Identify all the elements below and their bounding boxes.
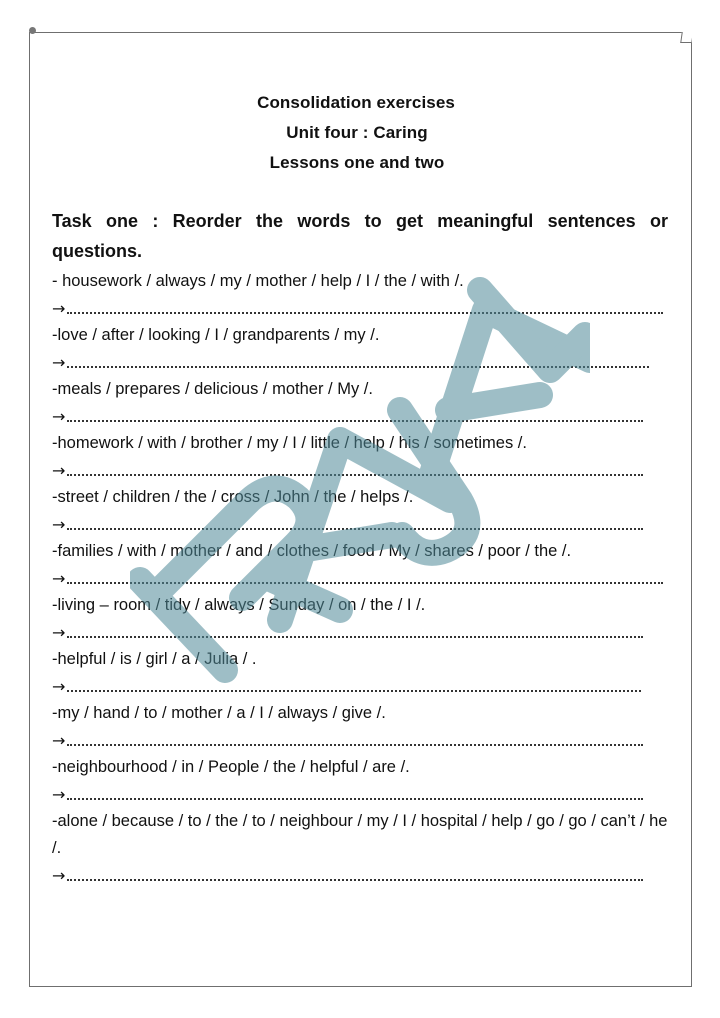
- exercise-prompt: -helpful / is / girl / a / Julia / .: [52, 650, 257, 668]
- corner-bullet-icon: [29, 27, 36, 34]
- exercise-item: [52, 646, 668, 700]
- right-arrow-icon: →: [52, 677, 66, 696]
- answer-dotted-line: [67, 872, 643, 881]
- exercise-item: [52, 700, 668, 754]
- worksheet-title: Consolidation exercises: [257, 93, 455, 112]
- answer-line[interactable]: [52, 349, 668, 376]
- exercise-item: [52, 484, 668, 538]
- answer-line[interactable]: [52, 565, 668, 592]
- right-arrow-icon: →: [52, 353, 66, 372]
- right-arrow-icon: →: [52, 461, 66, 480]
- right-arrow-icon: →: [52, 299, 66, 318]
- exercise-prompt: -families / with / mother / and / clothes / food / My / shares / poor / the /.: [52, 542, 572, 560]
- exercise-prompt: -love / after / looking / I / grandparents / my /.: [52, 326, 380, 344]
- answer-dotted-line: [67, 737, 643, 746]
- answer-line[interactable]: [52, 511, 668, 538]
- answer-dotted-line: [67, 629, 643, 638]
- right-arrow-icon: →: [52, 785, 66, 804]
- right-arrow-icon: →: [52, 407, 66, 426]
- exercise-item: [52, 808, 668, 889]
- answer-line[interactable]: [52, 862, 668, 889]
- page-corner-fold: [680, 32, 693, 43]
- right-arrow-icon: →: [52, 731, 66, 750]
- lessons-title: Lessons one and two: [269, 153, 445, 172]
- answer-line[interactable]: [52, 673, 668, 700]
- exercise-prompt: -street / children / the / cross / John / the / helps /.: [52, 488, 414, 506]
- unit-title: Unit four : Caring: [286, 123, 428, 142]
- right-arrow-icon: →: [52, 866, 66, 885]
- exercise-item: [52, 268, 668, 322]
- right-arrow-icon: →: [52, 623, 66, 642]
- answer-dotted-line: [67, 305, 663, 314]
- answer-line[interactable]: [52, 403, 668, 430]
- exercise-item: [52, 322, 668, 376]
- answer-dotted-line: [67, 575, 663, 584]
- answer-dotted-line: [67, 521, 643, 530]
- answer-dotted-line: [67, 359, 649, 368]
- answer-line[interactable]: [52, 457, 668, 484]
- exercise-prompt: - housework / always / my / mother / help / I / the / with /.: [52, 272, 464, 290]
- answer-line[interactable]: [52, 727, 668, 754]
- exercise-prompt: -homework / with / brother / my / I / little / help / his / sometimes /.: [52, 434, 527, 452]
- exercise-list: [52, 268, 668, 889]
- exercise-prompt: -meals / prepares / delicious / mother / My /.: [52, 380, 373, 398]
- exercise-prompt: -living – room / tidy / always / Sunday / on / the / I /.: [52, 596, 426, 614]
- exercise-item: [52, 430, 668, 484]
- answer-dotted-line: [67, 683, 641, 692]
- exercise-item: [52, 538, 668, 592]
- worksheet-content: [52, 206, 668, 889]
- exercise-prompt: -neighbourhood / in / People / the / helpful / are /.: [52, 758, 410, 776]
- answer-line[interactable]: [52, 619, 668, 646]
- right-arrow-icon: →: [52, 569, 66, 588]
- worksheet-header: [0, 88, 720, 178]
- answer-dotted-line: [67, 413, 643, 422]
- answer-line[interactable]: [52, 781, 668, 808]
- exercise-prompt: -alone / because / to / the / to / neighbour / my / I / hospital / help / go / go / can’t / he /.: [52, 812, 668, 857]
- exercise-item: [52, 592, 668, 646]
- exercise-item: [52, 754, 668, 808]
- answer-dotted-line: [67, 467, 643, 476]
- answer-line[interactable]: [52, 295, 668, 322]
- task-one-title: Task one : Reorder the words to get meaningful sentences or questions.: [52, 211, 668, 261]
- exercise-item: [52, 376, 668, 430]
- exercise-prompt: -my / hand / to / mother / a / I / always / give /.: [52, 704, 386, 722]
- answer-dotted-line: [67, 791, 643, 800]
- right-arrow-icon: →: [52, 515, 66, 534]
